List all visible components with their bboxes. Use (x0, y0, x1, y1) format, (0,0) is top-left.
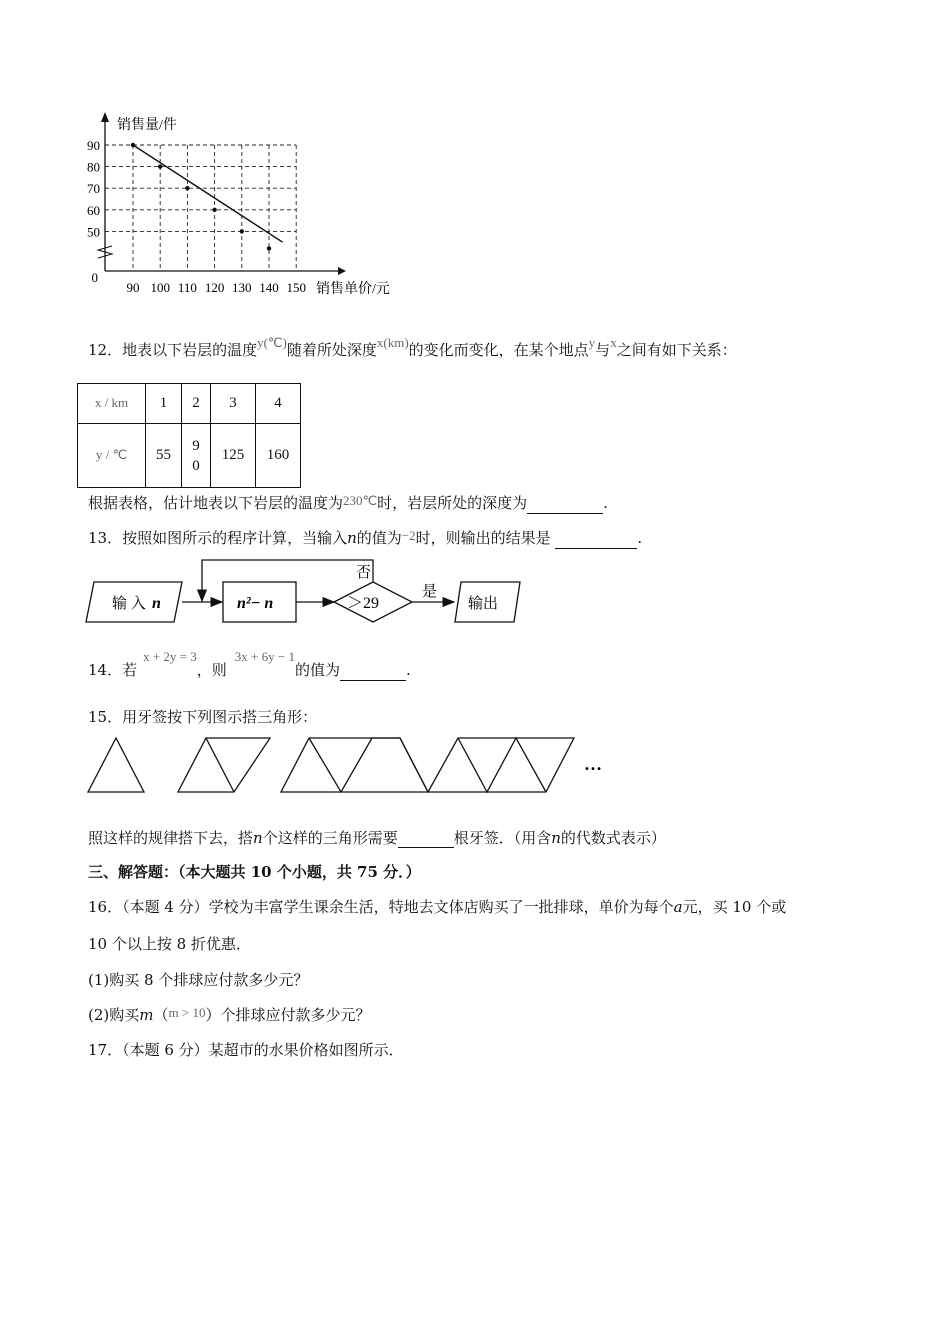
x-tick-label: 110 (177, 280, 197, 295)
output-label: 输出 (468, 596, 499, 612)
q16-var-m: m (139, 1006, 154, 1024)
x-tick-label: 130 (232, 280, 252, 295)
data-point (212, 208, 216, 212)
table-cell: 125 (211, 424, 256, 488)
q15-text-c: 根牙签．（用含 (453, 829, 552, 847)
q17-text: 17．（本题 6 分）某超市的水果价格如图所示． (88, 1041, 404, 1059)
triangle-figure-3-inner-a (309, 738, 372, 792)
q15-var-n-2: n (551, 829, 561, 847)
q12-end: 之间有如下关系： (616, 341, 737, 359)
q14-period: . (405, 661, 411, 679)
table-head-x: x / km (94, 395, 129, 410)
q12-var-y: y(℃) (257, 335, 287, 350)
y-tick-label: 90 (87, 138, 100, 153)
no-label: 否 (356, 565, 372, 581)
x-tick-label: 100 (150, 280, 170, 295)
table-cell: 4 (256, 384, 301, 424)
q14-equation: x + 2y = 3 (143, 649, 197, 664)
q12-text (88, 335, 737, 361)
x-tick-label: 90 (126, 280, 140, 295)
triangle-figure-4-inner (458, 738, 546, 792)
q12-value-table (77, 383, 301, 488)
triangle-figure-2-inner (206, 738, 234, 792)
q15-question (88, 828, 666, 848)
q14-mid: ，则 (196, 661, 227, 679)
y-tick-label: 60 (87, 202, 100, 218)
input-label: 输 入 (112, 596, 146, 612)
y-axis-arrow (101, 112, 109, 122)
y-tick-label: 50 (87, 224, 100, 240)
q13-flowchart (82, 558, 522, 628)
table-cell-part: 0 (192, 457, 200, 474)
q12-var-x: x(km) (376, 335, 409, 350)
q14-answer-blank[interactable] (340, 664, 406, 681)
q12-mid: 随着所处深度 (286, 341, 377, 359)
q13-var-n: n (347, 529, 357, 547)
q15-var-n: n (253, 829, 263, 847)
section-3-heading: 三、解答题：（本大题共 10 个小题，共 75 分．） (88, 863, 421, 881)
q16-sub2 (88, 1005, 370, 1026)
q16-paren-close: ） (205, 1006, 221, 1024)
x-axis-label: 销售单价/元 (316, 282, 390, 297)
q16-sub2-a: (2)购买 (88, 1006, 140, 1024)
q15-answer-blank[interactable] (398, 831, 454, 848)
ellipsis: … (584, 754, 602, 774)
q12-answer-suffix: 时，岩层所处的深度为 (377, 494, 528, 512)
condition-label: ＞29 (347, 595, 380, 612)
triangle-figure-1 (88, 738, 144, 792)
triangle-figure-2 (178, 738, 270, 792)
q13-text-b: 的值为 (356, 529, 402, 547)
q15-text-a: 照这样的规律搭下去，搭 (88, 829, 254, 847)
q15-text-e: 的代数式表示） (560, 829, 666, 847)
q16-sub1: (1)购买 8 个排球应付款多少元？ (88, 971, 309, 989)
table-cell (182, 424, 211, 488)
q16-line1-a: 16．（本题 4 分）学校为丰富学生课余生活，特地去文体店购买了一批排球，单价为每个 (88, 898, 674, 916)
table-cell: 160 (256, 424, 301, 488)
table-cell-part: 9 (192, 437, 200, 454)
q12-answer-line (88, 493, 608, 514)
data-point (131, 143, 135, 147)
q16-line1-b: 元，买 10 个或 (682, 898, 787, 916)
axis-break-mark (98, 246, 112, 258)
y-axis-label: 销售量/件 (117, 118, 177, 133)
q14-text (88, 649, 411, 681)
q15-title: 15．用牙签按下列图示搭三角形： (88, 708, 318, 726)
operation-label: n²− n (237, 595, 274, 612)
q12-y: y (588, 335, 596, 350)
q12-answer-prefix: 根据表格，估计地表以下岩层的温度为 (88, 494, 344, 512)
q16-condition: m > 10 (168, 1005, 206, 1020)
x-tick-label: 150 (286, 280, 306, 295)
q16-line2: 10 个以上按 8 折优惠． (88, 935, 251, 953)
q14-prefix: 14．若 (88, 661, 138, 679)
origin-label: 0 (91, 270, 98, 285)
q14-expression: 3x + 6y − 1 (234, 649, 295, 664)
x-tick-label: 140 (259, 280, 279, 295)
table-head-y: y / ℃ (95, 447, 128, 462)
q16-sub2-b: 个排球应付款多少元？ (220, 1006, 371, 1024)
q12-period: . (603, 494, 608, 512)
triangle-figure-3-right (400, 738, 428, 792)
x-axis-arrow (338, 267, 346, 275)
data-point (185, 186, 189, 190)
table-cell: 1 (146, 384, 182, 424)
q13-period: . (637, 529, 643, 547)
data-point (267, 246, 271, 250)
q13-text-c: 时，则输出的结果是 (415, 529, 551, 547)
q13-value: −2 (401, 528, 416, 543)
toothpick-triangles (84, 734, 624, 796)
table-cell: 3 (211, 384, 256, 424)
yes-label: 是 (422, 584, 438, 600)
q12-prefix: 12．地表以下岩层的温度 (88, 341, 258, 359)
q15-text-b: 个这样的三角形需要 (262, 829, 398, 847)
q16-paren-open: （ (153, 1006, 169, 1024)
y-tick-label: 70 (87, 181, 100, 197)
x-tick-label: 120 (204, 280, 225, 295)
data-point (240, 229, 244, 233)
y-tick-label: 80 (87, 159, 100, 175)
q12-and: 与 (595, 341, 611, 359)
input-var: n (152, 595, 161, 612)
q13-answer-blank[interactable] (555, 532, 637, 549)
data-point (158, 164, 162, 168)
q14-suffix: 的值为 (294, 661, 340, 679)
q12-answer-value: 230℃ (343, 493, 378, 508)
sales-line-chart (80, 108, 420, 308)
q12-suffix: 的变化而变化，在某个地点 (408, 341, 589, 359)
q16-var-a: a (673, 898, 683, 916)
table-cell: 55 (146, 424, 182, 488)
q12-x: x (610, 335, 617, 350)
triangle-figure-3 (281, 738, 428, 792)
data-line (133, 145, 283, 242)
q13-text-a: 13．按照如图所示的程序计算，当输入 (88, 529, 348, 547)
q12-answer-blank[interactable] (527, 497, 603, 514)
q16-line1 (88, 897, 786, 917)
table-cell: 2 (182, 384, 211, 424)
q13-text (88, 528, 642, 549)
